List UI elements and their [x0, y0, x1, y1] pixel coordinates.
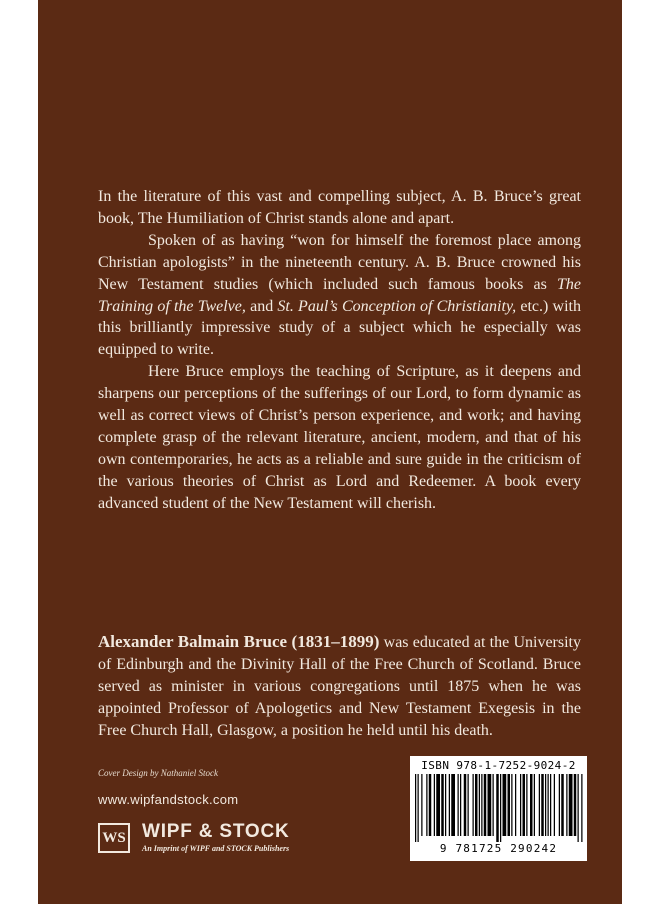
- isbn-label: ISBN 978-1-7252-9024-2: [421, 759, 576, 772]
- ws-logo-icon: WS: [98, 823, 130, 853]
- publisher-tagline: An Imprint of WIPF and STOCK Publishers: [142, 844, 290, 853]
- description-paragraph-1: In the literature of this vast and compelling subject, A. B. Bruce’s great book, The Humiliation of Christ stands alone and apart.: [98, 188, 581, 227]
- book-description: [98, 186, 581, 515]
- publisher-website: www.wipfandstock.com: [98, 792, 239, 807]
- cover-design-credit: Cover Design by Nathaniel Stock: [98, 768, 218, 778]
- barcode-icon: [413, 774, 584, 842]
- author-name: Alexander Balmain Bruce (1831–1899): [98, 632, 380, 651]
- publisher-name: WIPF & STOCK: [142, 821, 290, 842]
- barcode-digits: 9 781725 290242: [439, 842, 558, 855]
- author-bio: [98, 631, 581, 742]
- description-paragraph-2: [98, 230, 581, 361]
- book-back-cover: [38, 0, 622, 904]
- description-text: Spoken of as having “won for himself the foremost place among Christian apologists” in the nineteenth century. A. B. Bruce crowned his New Testament studies (which included such famous books as: [98, 231, 581, 293]
- isbn-barcode: [410, 756, 587, 861]
- author-bio-text: was educated at the University of Edinburgh and the Divinity Hall of the Free Church of Scotland. Bruce served as minister in various congregations until 1875 when he was appointed Professor of Apologetics and New Testament Exegesis in the Free Church Hall, Glasgow, a position he held until his death.: [98, 634, 581, 739]
- description-text: etc.) with this brilliantly impressive study of a subject which he especially was equipped to write.: [98, 297, 582, 359]
- book-title-st-pauls-conception: St. Paul’s Conception of Christianity,: [277, 297, 517, 315]
- book-title-training-of-the-twelve: The Training of the Twelve,: [98, 275, 581, 315]
- description-text: and: [245, 297, 278, 315]
- publisher-imprint: [98, 821, 338, 857]
- description-paragraph-3: Here Bruce employs the teaching of Scripture, as it deepens and sharpens our perceptions of the sufferings of our Lord, to form dynamic as well as correct views of Christ’s person experience, and work; and having complete grasp of the relevant literature, ancient, modern, and that of his own contemporaries, he acts as a reliable and sure guide in the criticism of the various theories of Christ as Lord and Redeemer. A book every advanced student of the New Testament will cherish.: [98, 363, 581, 512]
